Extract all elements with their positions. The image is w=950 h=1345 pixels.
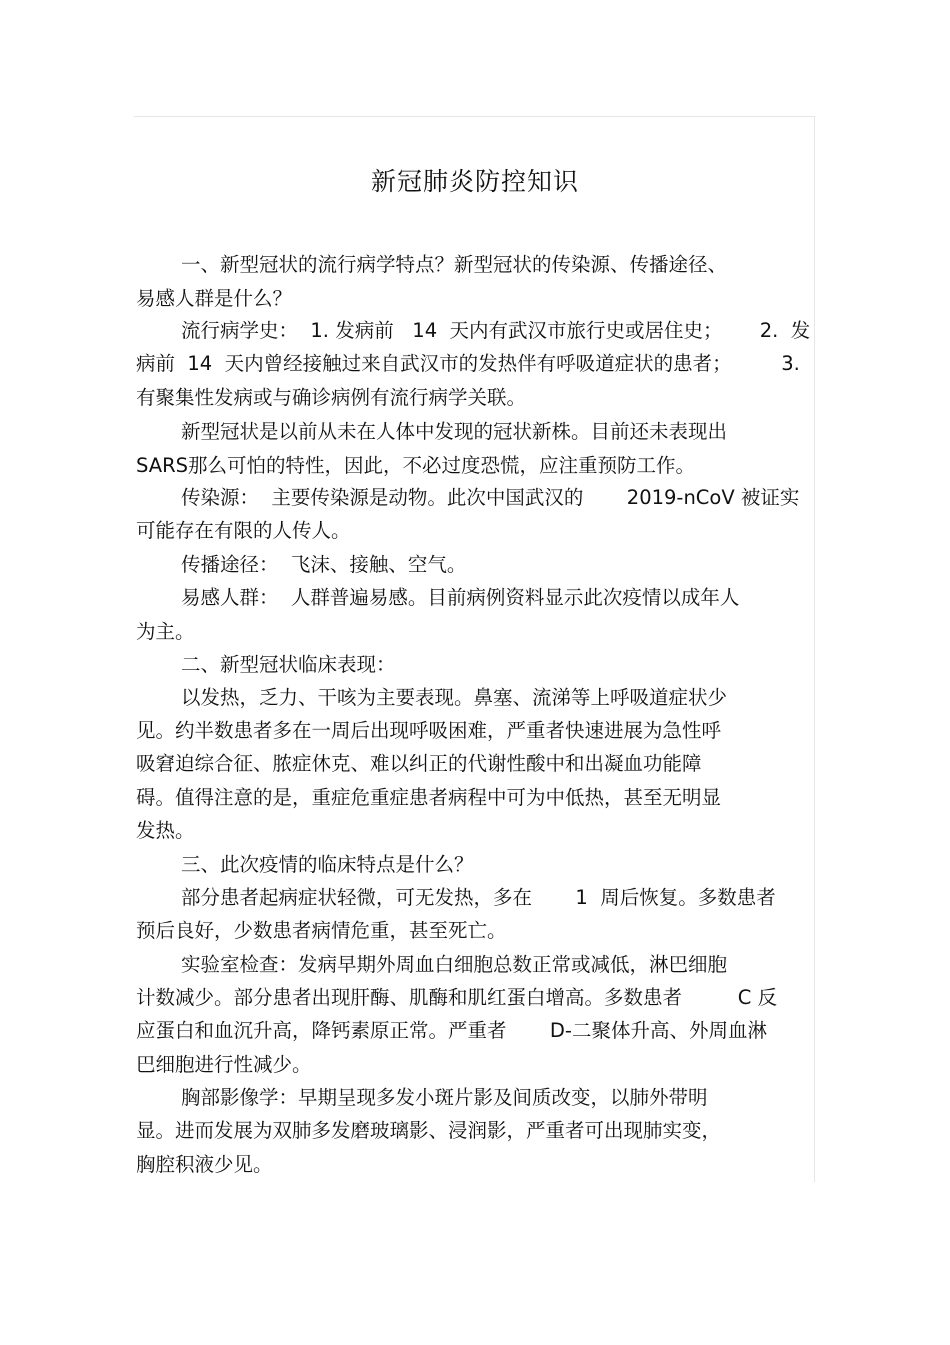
paragraph-line: 以发热，乏力、干咳为主要表现。鼻塞、流涕等上呼吸道症状少 — [181, 686, 728, 709]
paragraph-line: 吸窘迫综合征、脓症休克、难以纠正的代谢性酸中和出凝血功能障 — [136, 752, 702, 775]
paragraph-line: 部分患者起病症状轻微，可无发热，多在 1 周后恢复。多数患者 — [181, 886, 776, 909]
paragraph-line: 巴细胞进行性减少。 — [136, 1053, 312, 1076]
section-heading: 三、此次疫情的临床特点是什么？ — [181, 853, 474, 876]
paragraph-line: 一、新型冠状的流行病学特点？新型冠状的传染源、传播途径、 — [181, 253, 728, 276]
paragraph-line: 有聚集性发病或与确诊病例有流行病学关联。 — [136, 386, 527, 409]
paragraph-line: 胸部影像学：早期呈现多发小斑片影及间质改变，以肺外带明 — [181, 1086, 708, 1109]
paragraph-line: 流行病学史： 1. 发病前 14 天内有武汉市旅行史或居住史； 2. 发 — [181, 319, 811, 342]
section-heading: 二、新型冠状临床表现： — [181, 653, 396, 676]
paragraph-line: 病前 14 天内曾经接触过来自武汉市的发热伴有呼吸道症状的患者； 3. — [136, 352, 800, 375]
paragraph-line: 易感人群是什么？ — [136, 287, 293, 310]
paragraph-line: 预后良好，少数患者病情危重，甚至死亡。 — [136, 919, 507, 942]
paragraph-line: 传染源： 主要传染源是动物。此次中国武汉的 2019-nCoV 被证实 — [181, 486, 800, 509]
paragraph-line: 胸腔积液少见。 — [136, 1153, 273, 1176]
document-title: 新冠肺炎防控知识 — [370, 167, 579, 196]
paragraph-line: 传播途径： 飞沫、接触、空气。 — [181, 553, 467, 576]
paragraph-line: 见。约半数患者多在一周后出现呼吸困难，严重者快速进展为急性呼 — [136, 719, 722, 742]
paragraph-line: 计数减少。部分患者出现肝酶、肌酶和肌红蛋白增高。多数患者 C 反 — [136, 986, 778, 1009]
paragraph-line: 为主。 — [136, 620, 195, 643]
paragraph-line: SARS那么可怕的特性，因此，不必过度恐慌，应注重预防工作。 — [136, 454, 696, 477]
paragraph-line: 碍。值得注意的是，重症危重症患者病程中可为中低热，甚至无明显 — [136, 786, 722, 809]
paragraph-line: 显。进而发展为双肺多发磨玻璃影、浸润影，严重者可出现肺实变， — [136, 1119, 722, 1142]
paragraph-line: 应蛋白和血沉升高，降钙素原正常。严重者 D-二聚体升高、外周血淋 — [136, 1019, 767, 1042]
paragraph-line: 新型冠状是以前从未在人体中发现的冠状新株。目前还未表现出 — [181, 420, 728, 443]
paragraph-line: 实验室检查：发病早期外周血白细胞总数正常或减低，淋巴细胞 — [181, 953, 728, 976]
paragraph-line: 可能存在有限的人传人。 — [136, 519, 351, 542]
paragraph-line: 易感人群： 人群普遍易感。目前病例资料显示此次疫情以成年人 — [181, 586, 740, 609]
paragraph-line: 发热。 — [136, 819, 195, 842]
